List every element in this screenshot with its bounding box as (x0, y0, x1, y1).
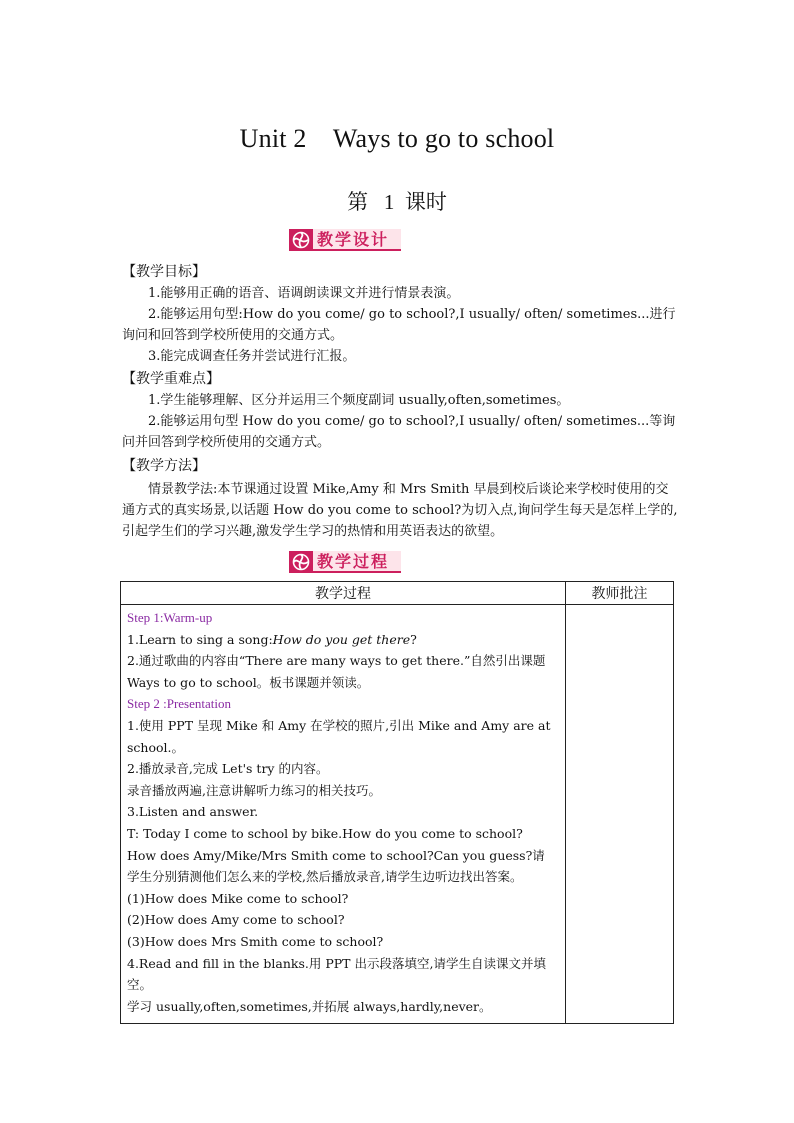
step-line: 1.使用 PPT 呈现 Mike 和 Amy 在学校的照片,引出 Mike and Amy are at school.。 (127, 717, 551, 755)
process-cell (121, 605, 566, 1024)
methods-text: 情景教学法:本节课通过设置 Mike,Amy 和 Mrs Smith 早晨到校后谈论来学校时使用的交通方式的真实场景,以话题 How do you come to school?为切入点,询问学生每天是怎样上学的,引起学生们的学习兴趣,激发学生学习的热情和用英语表达的欲望。 (122, 482, 678, 539)
banner-label: 教学设计 (313, 229, 401, 251)
step-line: How does Amy/Mike/Mrs Smith come to school?Can you guess?请学生分别猜测他们怎么来的学校,然后播放录音,请学生边听边找出答案。 (127, 847, 545, 885)
step-line: 2.播放录音,完成 Let's try 的内容。 (127, 761, 329, 777)
step-heading: Step 1:Warm-up (127, 610, 213, 625)
column-header-notes: 教师批注 (566, 582, 674, 605)
swirl-logo-icon (289, 551, 313, 573)
section-banner-design (289, 229, 401, 251)
step-line: 录音播放两遍,注意讲解听力练习的相关技巧。 (127, 782, 381, 798)
goal-item: 2.能够运用句型:How do you come/ go to school?,I usually/ often/ sometimes...进行询问和回答到学校所使用的交通方式。 (122, 307, 676, 343)
methods-heading: 【教学方法】 (122, 458, 206, 474)
lesson-subtitle: 第 1 课时 (347, 190, 447, 214)
line-text: 1.Learn to sing a song: (127, 631, 273, 647)
goal-item: 1.能够用正确的语音、语调朗读课文并进行情景表演。 (148, 286, 460, 301)
step-line: 2.通过歌曲的内容由“There are many ways to get there.”自然引出课题 Ways to go to school。板书课题并领读。 (127, 653, 546, 690)
key-point-item: 2.能够运用句型 How do you come/ go to school?,I usually/ often/ sometimes...等询问并回答到学校所使用的交通方式。 (122, 414, 676, 450)
step-line: 4.Read and fill in the blanks.用 PPT 出示段落填空,请学生自读课文并填空。 (127, 955, 546, 993)
step-line: (3)How does Mrs Smith come to school? (127, 933, 384, 949)
swirl-logo-icon (289, 229, 313, 251)
step-line: 学习 usually,often,sometimes,并拓展 always,hardly,never。 (127, 998, 492, 1014)
song-title: How do you get there (272, 631, 411, 647)
key-points-heading: 【教学重难点】 (122, 371, 220, 387)
step-heading: Step 2 :Presentation (127, 696, 231, 712)
page-title: Unit 2 Ways to go to school (239, 124, 555, 153)
table-row (121, 605, 674, 1024)
process-table (120, 581, 674, 1024)
table-header-row (121, 582, 674, 605)
key-point-item: 1.学生能够理解、区分并运用三个频度副词 usually,often,sometimes。 (148, 393, 570, 408)
step-line: (2)How does Amy come to school? (127, 912, 345, 928)
banner-label: 教学过程 (313, 551, 401, 573)
notes-cell (566, 605, 674, 1024)
step-line: (1)How does Mike come to school? (127, 890, 349, 906)
step-line: T: Today I come to school by bike.How do you come to school? (127, 825, 523, 841)
goals-heading: 【教学目标】 (122, 264, 206, 280)
line-text: ? (410, 631, 417, 647)
step-line (127, 629, 557, 651)
goal-item: 3.能完成调查任务并尝试进行汇报。 (148, 349, 356, 364)
column-header-process: 教学过程 (121, 582, 566, 605)
step-line: 3.Listen and answer. (127, 804, 259, 820)
section-banner-process (289, 551, 401, 573)
